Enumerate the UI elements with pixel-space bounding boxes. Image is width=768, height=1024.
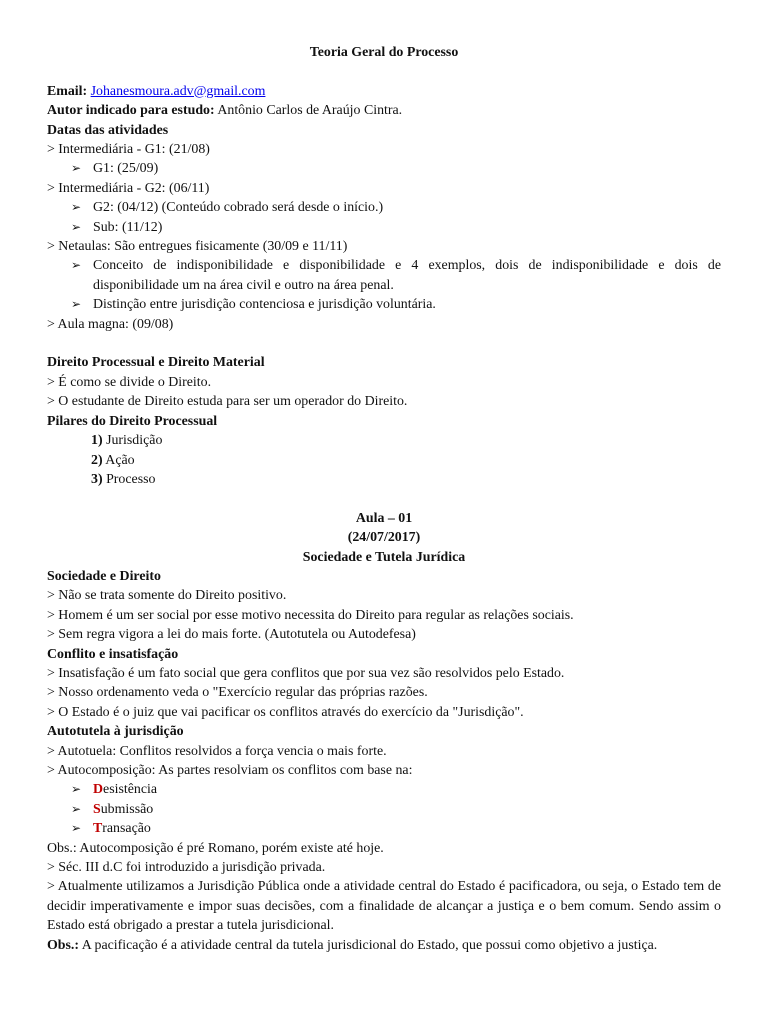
arrow-bullet-icon: ➢ [71, 219, 82, 234]
section-heading: Conflito e insatisfação [47, 646, 179, 662]
arrow-bullet-icon: ➢ [71, 782, 82, 797]
netaulas-line: > Netaulas: São entregues fisicamente (30/09 e 11/11) [47, 239, 348, 255]
list-item: ➢ G1: (25/09) [47, 159, 721, 178]
email-label: Email: [47, 83, 88, 99]
list-item: ➢ Conceito de indisponibilidade e disponibilidade e 4 exemplos, dois de indisponibilidade e dois de disponibilidade um na área civil e outro na área penal. [71, 258, 721, 293]
author-value: Antônio Carlos de Araújo Cintra. [217, 103, 403, 119]
arrow-bullet-icon: ➢ [71, 161, 82, 176]
author-label: Autor indicado para estudo: [47, 103, 215, 119]
numbered-item: 2) Ação [91, 452, 135, 468]
section-heading: Pilares do Direito Processual [47, 413, 218, 429]
list-item: ➢ Transação [47, 819, 721, 838]
document-title: Teoria Geral do Processo [309, 45, 459, 60]
text-line: > Nosso ordenamento veda o "Exercício regular das próprias razões. [47, 685, 428, 701]
email-link[interactable]: Johanesmoura.adv@gmail.com [90, 83, 266, 99]
list-item: ➢ Distinção entre jurisdição contenciosa e jurisdição voluntária. [47, 295, 721, 314]
arrow-bullet-icon: ➢ [71, 821, 82, 836]
author-line [47, 101, 721, 120]
section-heading: Autotutela à jurisdição [47, 724, 184, 740]
document-page [47, 43, 721, 955]
text-line: > Sem regra vigora a lei do mais forte. (Autotutela ou Autodefesa) [47, 627, 416, 643]
text-line: > Homem é um ser social por esse motivo necessita do Direito para regular as relações sociais. [47, 607, 574, 623]
paragraph: > Atualmente utilizamos a Jurisdição Pública onde a atividade central do Estado é pacificadora, ou seja, o Estado tem de decidir imperativamente e impor suas decisões, com a finalidade de alcançar a justiça e o bem comum. Sendo assim o Estado está obrigado a prestar a tutela jurisdicional. [47, 879, 721, 934]
text-line: > Insatisfação é um fato social que gera conflitos que por sua vez são resolvidos pelo Estado. [47, 665, 565, 681]
intermediate-g2: > Intermediária - G2: (06/11) [47, 180, 210, 196]
list-item: ➢ Desistência [47, 780, 721, 799]
arrow-bullet-icon: ➢ [71, 297, 82, 312]
text-line: > O estudante de Direito estuda para ser um operador do Direito. [47, 394, 408, 410]
spacer [47, 334, 721, 353]
lesson-date: (24/07/2017) [347, 530, 421, 546]
lesson-subtitle: Sociedade e Tutela Jurídica [302, 549, 466, 565]
paragraph: Obs.: A pacificação é a atividade central da tutela jurisdicional do Estado, que possui como objetivo a justiça. [47, 937, 658, 953]
text-line: > Séc. III d.C foi introduzido a jurisdição privada. [47, 860, 326, 876]
aula-magna-line: > Aula magna: (09/08) [47, 316, 174, 332]
dates-heading: Datas das atividades [47, 122, 169, 138]
text-line: > É como se divide o Direito. [47, 374, 212, 390]
text-line: > Não se trata somente do Direito positivo. [47, 588, 287, 604]
text-line: Obs.: Autocomposição é pré Romano, porém existe até hoje. [47, 840, 384, 856]
arrow-bullet-icon: ➢ [71, 801, 82, 816]
numbered-item: 1) Jurisdição [91, 433, 163, 449]
email-line [47, 82, 721, 101]
list-item: ➢ G2: (04/12) (Conteúdo cobrado será desde o início.) [47, 198, 721, 217]
list-item: ➢ Sub: (11/12) [47, 218, 721, 237]
spacer [47, 62, 721, 81]
list-item: ➢ Submissão [47, 800, 721, 819]
text-line: > O Estado é o juiz que vai pacificar os conflitos através do exercício da "Jurisdição". [47, 704, 524, 720]
spacer [47, 489, 721, 508]
intermediate-g1: > Intermediária - G1: (21/08) [47, 142, 210, 158]
arrow-bullet-icon: ➢ [71, 200, 82, 215]
text-line: > Autotuela: Conflitos resolvidos a força vencia o mais forte. [47, 743, 387, 759]
section-heading: Direito Processual e Direito Material [47, 355, 265, 371]
arrow-bullet-icon: ➢ [71, 258, 82, 273]
section-heading: Sociedade e Direito [47, 568, 161, 584]
numbered-item: 3) Processo [91, 471, 156, 487]
lesson-title: Aula – 01 [355, 510, 413, 526]
text-line: > Autocomposição: As partes resolviam os conflitos com base na: [47, 762, 413, 778]
